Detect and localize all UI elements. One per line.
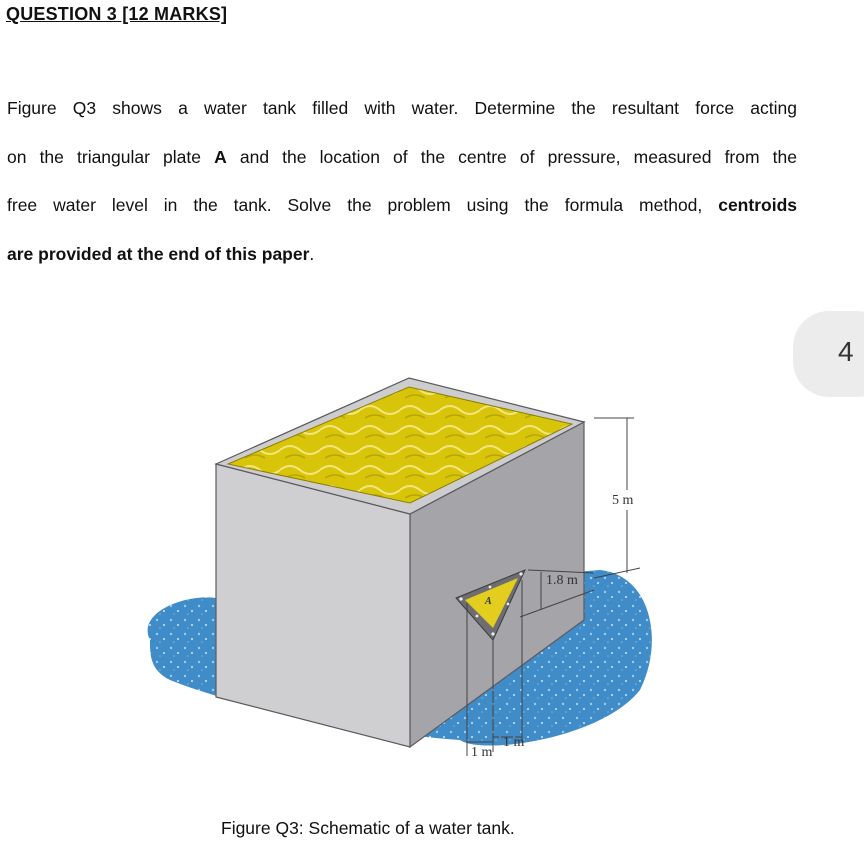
question-line-3: [7, 181, 797, 230]
centroids-bold: centroids: [718, 195, 797, 215]
text-run: are provided at the end of this paper: [7, 243, 310, 264]
text-run: and the location of the centre of pressure, measured from the: [226, 146, 797, 167]
dim-5m-label: 5 m: [612, 493, 634, 508]
plate-reference: A: [214, 146, 227, 167]
text-run: free water level in the tank. Solve the problem using the formula method,: [7, 195, 719, 215]
dim-1-8m-label: 1.8 m: [546, 573, 578, 588]
dim-right-1m-label: 1 m: [503, 735, 525, 750]
text-run: on the triangular plate: [7, 146, 215, 167]
question-heading: QUESTION 3 [12 MARKS]: [6, 4, 228, 24]
question-line-2: [7, 133, 797, 182]
page-number: 4: [838, 336, 854, 367]
figure-caption: Figure Q3: Schematic of a water tank.: [221, 818, 515, 838]
question-line-4: are provided at the end of this paper.: [7, 243, 315, 264]
question-text: [7, 84, 797, 278]
question-line-1: Figure Q3 shows a water tank filled with water. Determine the resultant force acting: [7, 98, 797, 118]
tank-figure: [130, 370, 690, 780]
dim-left-1m-label: 1 m: [471, 745, 493, 760]
plate-label: A: [485, 596, 492, 607]
